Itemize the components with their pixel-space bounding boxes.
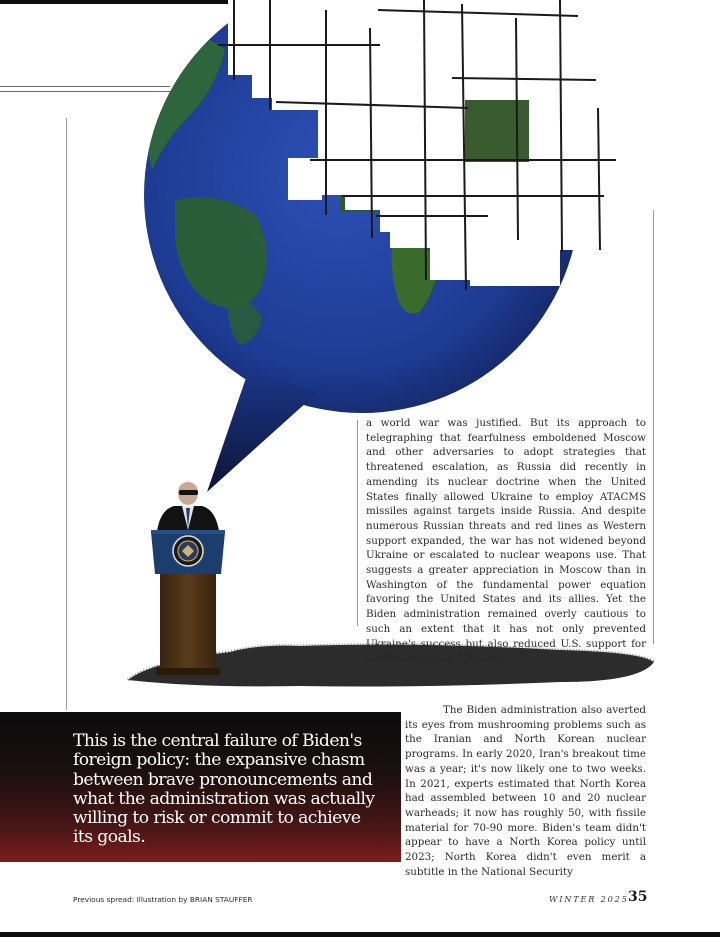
pull-quote: This is the central failure of Biden's foreign policy: the expansive chasm between brave pronouncements and what the administration was actually willing to risk or commit to achieve its goals. (73, 731, 375, 848)
bottom-border (0, 932, 720, 937)
body-column-1 (366, 416, 646, 666)
page-number: 35 (628, 889, 648, 905)
illustration-credit (73, 895, 253, 904)
issue-season: WINTER 2025 (549, 894, 629, 904)
paragraph-1: a world war was justified. But its approach to telegraphing that fearfulness emboldened Moscow and other adversaries to adopt strategies that threatened escalation, as Russia did recently in amending its nuclear doctrine when the United States finally allowed Ukraine to employ ATACMS missiles against targets inside Russia. And despite numerous Russian threats and red lines as Western support expanded, the war has not widened beyond Ukraine or escalated to nuclear weapons use. That suggests a greater appreciation in Moscow than in Washington of the fundamental power equation favoring the United States and its allies. Yet the Biden administration remained overly cautious to such an extent that it has not only prevented Ukraine's success but also reduced U.S. support for continuing to aid Ukraine. (366, 417, 646, 665)
credit-prefix: Previous spread: Illustration by (73, 895, 188, 904)
credit-name: BRIAN STAUFFER (189, 895, 253, 904)
body-column-2 (405, 703, 646, 879)
podium (151, 530, 225, 675)
paragraph-2: The Biden administration also averted its eyes from mushrooming problems such as the Iranian and North Korean nuclear programs. In early 2020, Iran's breakout time was a year; it's now likely one to two weeks. In 2021, experts estimated that North Korea had assembled between 10 and 20 nuclear warheads; it now has roughly 50, with fissile material for 70-90 more. Biden's team didn't appear to have a North Korea policy until 2023; North Korea didn't even merit a subtitle in the National Security (405, 704, 646, 878)
